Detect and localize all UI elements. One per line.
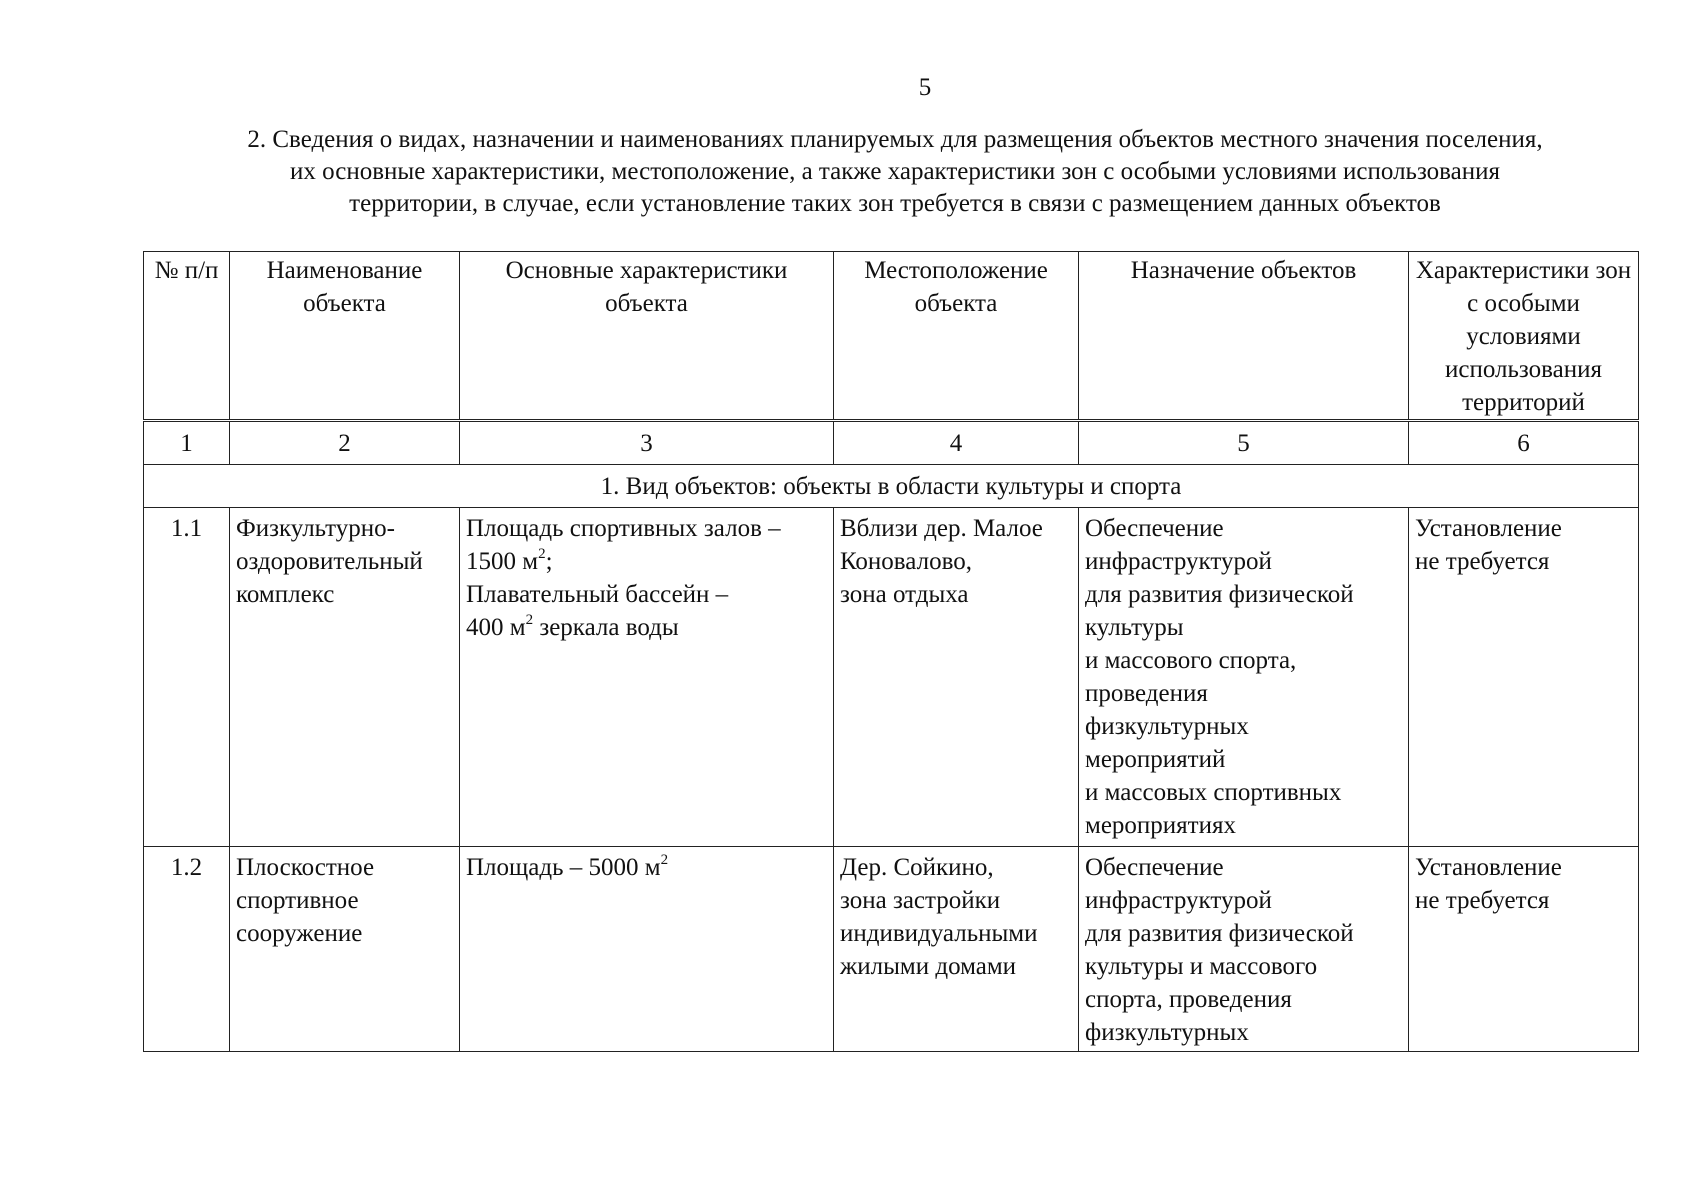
heading-line: 2. Сведения о видах, назначении и наименованиях планируемых для размещения объектов местного значения поселения,: [247, 126, 1543, 153]
table-row: [144, 508, 1639, 847]
column-number: 1: [144, 422, 230, 465]
object-zones: [1409, 847, 1639, 1052]
cell-line: оздоровительный: [236, 548, 423, 575]
cell-line: инфраструктурой: [1085, 887, 1272, 914]
text-segment: 400 м: [466, 614, 526, 641]
text-segment: Площадь – 5000 м: [466, 854, 661, 881]
cell-line: [466, 545, 827, 578]
cell-line: [466, 851, 827, 884]
superscript: 2: [660, 851, 669, 868]
column-number: 4: [834, 422, 1079, 465]
cell-line: Плавательный бассейн –: [466, 581, 729, 608]
object-location: [834, 508, 1079, 847]
header-number: № п/п: [144, 252, 230, 420]
object-characteristics: [460, 847, 834, 1052]
heading-line: их основные характеристики, местоположение, а также характеристики зон с особыми условиями использования: [290, 158, 1500, 185]
cell-line: Обеспечение: [1085, 515, 1224, 542]
cell-line: инфраструктурой: [1085, 548, 1272, 575]
cell-line: для развития физической: [1085, 920, 1354, 947]
page-number: 5: [918, 74, 932, 101]
cell-line: проведения: [1085, 680, 1208, 707]
cell-line: комплекс: [236, 581, 335, 608]
cell-line: мероприятиях: [1085, 812, 1236, 839]
cell-line: Вблизи дер. Малое: [840, 515, 1043, 542]
cell-line: культуры и массового: [1085, 953, 1318, 980]
header-purpose: Назначение объектов: [1079, 252, 1409, 420]
column-number: 5: [1079, 422, 1409, 465]
cell-line: физкультурных: [1085, 713, 1249, 740]
object-name: [230, 508, 460, 847]
table-row: [144, 847, 1639, 1052]
superscript: 2: [525, 611, 534, 628]
cell-line: не требуется: [1415, 887, 1550, 914]
cell-line: [466, 611, 827, 644]
cell-line: Дер. Сойкино,: [840, 854, 994, 881]
cell-line: зона застройки: [840, 887, 1001, 914]
object-location: [834, 847, 1079, 1052]
cell-line: Площадь спортивных залов –: [466, 515, 781, 542]
cell-line: культуры: [1085, 614, 1184, 641]
cell-line: и массовых спортивных: [1085, 779, 1342, 806]
cell-line: Физкультурно-: [236, 515, 395, 542]
cell-line: зона отдыха: [840, 581, 969, 608]
section-title: 1. Вид объектов: объекты в области культуры и спорта: [144, 465, 1639, 508]
objects-table: [143, 421, 1639, 1052]
row-number: 1.2: [144, 847, 230, 1052]
object-characteristics: [460, 508, 834, 847]
document-heading: [150, 124, 1640, 220]
object-zones: [1409, 508, 1639, 847]
column-number: 3: [460, 422, 834, 465]
text-segment: 1500 м: [466, 548, 539, 575]
cell-line: Установление: [1415, 515, 1562, 542]
cell-line: не требуется: [1415, 548, 1550, 575]
cell-line: Обеспечение: [1085, 854, 1224, 881]
section-row: [144, 465, 1639, 508]
cell-line: жилыми домами: [840, 953, 1017, 980]
row-number: 1.1: [144, 508, 230, 847]
cell-line: индивидуальными: [840, 920, 1038, 947]
superscript: 2: [538, 545, 546, 562]
header-zones: Характеристики зон с особыми условиями использования территорий: [1409, 252, 1639, 420]
column-number: 6: [1409, 422, 1639, 465]
cell-line: физкультурных: [1085, 1019, 1249, 1046]
cell-line: Установление: [1415, 854, 1562, 881]
cell-line: Коновалово,: [840, 548, 972, 575]
heading-line: территории, в случае, если установление таких зон требуется в связи с размещением данных объектов: [349, 190, 1441, 217]
cell-line: сооружение: [236, 920, 363, 947]
header-name: Наименование объекта: [230, 252, 460, 420]
column-number-row: [144, 422, 1639, 465]
cell-line: Плоскостное: [236, 854, 375, 881]
header-characteristics: Основные характеристики объекта: [460, 252, 834, 420]
cell-line: мероприятий: [1085, 746, 1226, 773]
object-purpose: [1079, 847, 1409, 1052]
table-header: [143, 251, 1639, 420]
cell-line: спортивное: [236, 887, 359, 914]
text-segment: ;: [545, 548, 553, 575]
cell-line: спорта, проведения: [1085, 986, 1292, 1013]
column-number: 2: [230, 422, 460, 465]
object-name: [230, 847, 460, 1052]
cell-line: для развития физической: [1085, 581, 1354, 608]
header-location: Местоположение объекта: [834, 252, 1079, 420]
object-purpose: [1079, 508, 1409, 847]
text-segment: зеркала воды: [533, 614, 679, 641]
cell-line: и массового спорта,: [1085, 647, 1297, 674]
